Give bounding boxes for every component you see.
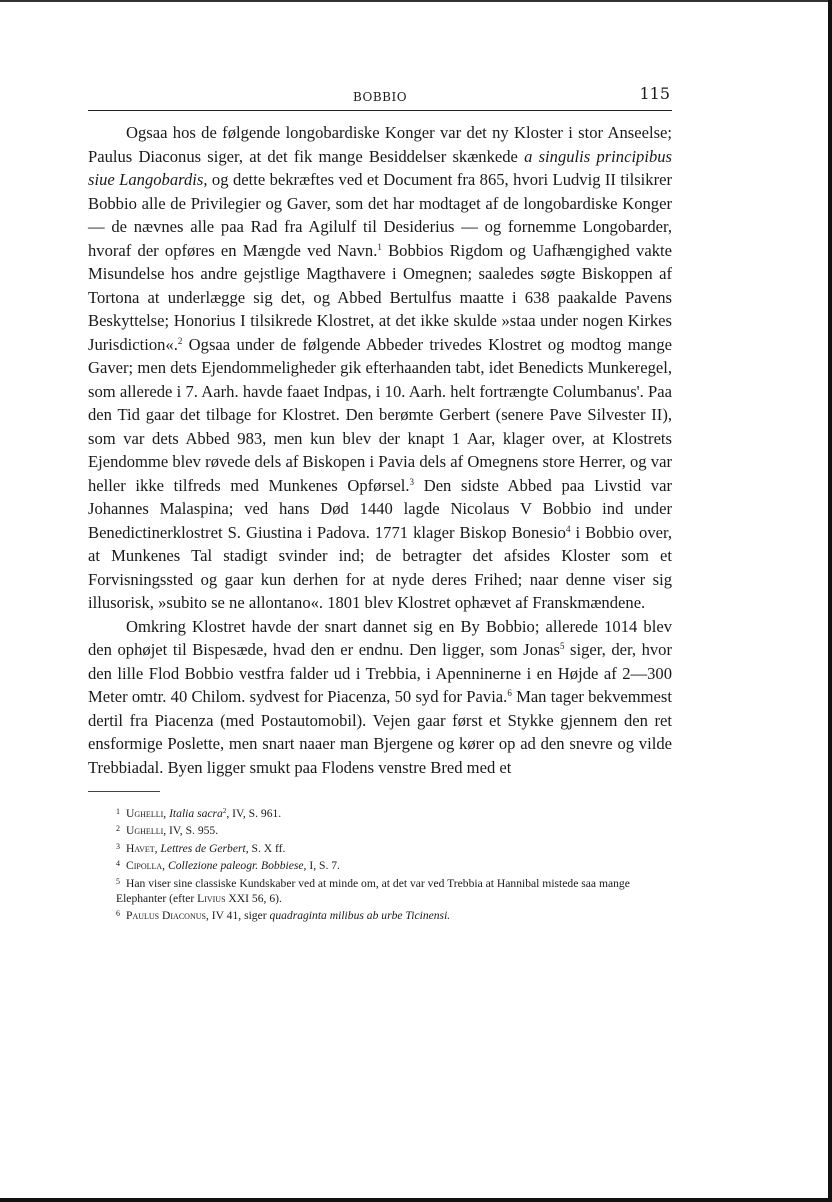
italic-text: Collezione paleogr. Bobbiese,: [167, 859, 307, 873]
scan-edge-top: [0, 0, 832, 2]
text-run: IV 41, siger: [208, 909, 270, 923]
footnote: [88, 821, 672, 838]
scan-edge-right: [828, 0, 832, 1202]
text-run: siger, der, hvor den lille Flod Bobbio vestfra falder ud i Trebbia, i Apenninerne i en Højde af 2—300 Meter omtr. 40 Chilom. sydvest for Piacenza, 50 syd for Pavia.: [88, 640, 672, 706]
text-run: Ogsaa under de følgende Abbeder trivedes Klostret og modtog mange Gaver; men dets Ejendommeligheder gik efterhaanden tabt, idet Benedicts Munkeregel, som allerede i 7. Aarh. havde faaet Indpas, i 10. Aarh. helt fortrængte Columbanus'. Paa den Tid gaar det tilbage for Klostret. Den berømte Gerbert (senere Pave Silvester II), som var dets Abbed 983, men kun blev der knapt 1 Aar, klager over, at Klostrets Ejendomme blev røvede dels af Biskopen i Pavia dels af Omegnens store Herrer, og var heller ikke tilfreds med Munkenes Opførsel.: [88, 334, 672, 495]
footnote-mark: 6: [116, 909, 120, 919]
footnote-ref: 4: [565, 523, 571, 534]
text-run: I, S. 7.: [306, 859, 340, 873]
text-run: Man tager bekvemmest dertil fra Piacenza (med Postautomobil). Vejen gaar først et Stykke gjennem den ret ensformige Poslette, men snart naaer man Bjergene og kører op ad den snevre og vilde Trebbiadal. Byen ligger smukt paa Flodens venstre Bred med et: [88, 687, 672, 777]
text-run: Den sidste Abbed paa Livstid var Johannes Malaspina; ved hans Død 1440 lagde Nicolaus V Bobbio ind under Benedictinerklostret S. Giustina i Padova. 1771 klager Biskop Bonesio: [88, 475, 672, 542]
text-run: IV, S. 955.: [166, 824, 219, 838]
book-page: [88, 84, 672, 924]
body-text: [88, 121, 672, 779]
author-name: Havet,: [126, 841, 158, 855]
text-run: Bobbios Rigdom og Uafhængighed vakte Misundelse hos andre gejstlige Magthavere i Omegnen; saaledes søgte Biskoppen af Tortona at underlægge sig det, og Abbed Bertulfus maatte i 638 paakalde Pavens Beskyttelse; Honorius I tilsikrede Klostret, at det ikke skulde »staa under nogen Kirkes Jurisdiction«.: [88, 240, 672, 354]
edition-mark: 2: [222, 807, 227, 815]
text-run: Han viser sine classiske Kundskaber ved at minde om, at det var ved Trebbia at Hannibal mistede saa mange Elephanter (efter: [116, 876, 630, 906]
author-name: Livius: [197, 892, 226, 906]
italic-text: a singulis principibus siue Langobardis,: [88, 146, 673, 189]
footnote: [88, 804, 672, 821]
footnote: [88, 839, 672, 856]
author-name: Paulus Diaconus,: [126, 909, 209, 923]
author-name: Cipolla,: [126, 859, 166, 873]
footnote-ref: 5: [560, 641, 565, 651]
footnote-mark: 4: [116, 859, 120, 869]
footnote-ref: 2: [177, 335, 183, 346]
footnotes: [88, 804, 672, 924]
text-run: S. X ff.: [248, 841, 286, 855]
footnote-mark: 3: [116, 841, 120, 851]
footnote-mark: 2: [116, 824, 120, 834]
footnote: [88, 874, 672, 907]
footnote-ref: 6: [507, 688, 512, 698]
footnote: [88, 906, 672, 923]
italic-text: Lettres de Gerbert,: [160, 841, 249, 855]
footnote: [88, 856, 672, 873]
text-run: Omkring Klostret havde der snart dannet sig en By Bobbio; allerede 1014 blev den ophøjet til Bispesæde, hvad den er endnu. Den ligger, som Jonas: [88, 616, 672, 659]
text-run: og dette bekræftes ved et Document fra 865, hvori Ludvig II tilsikrer Bobbio alle de Privilegier og Gaver, som det har modtaget af de longobardiske Konger — de nævnes alle paa Rad fra Agilulf til Desiderius — og fornemme Longobarder, hvoraf der opføres en Mængde ved Navn.: [88, 170, 672, 260]
paragraph: [88, 121, 672, 615]
text-run: i Bobbio over, at Munkenes Tal stadigt svinder ind; de betragter det afsides Kloster som et Forvisningssted og gaar kun derhen for at nyde deres Frihed; naar denne viser sig illusorisk, »subito se ne allontano«. 1801 blev Klostret ophævet af Franskmændene.: [88, 522, 672, 612]
italic-text: Italia sacra: [169, 807, 223, 820]
page-header: [88, 84, 672, 111]
page-number: 115: [639, 84, 670, 103]
author-name: Ughelli,: [126, 824, 167, 838]
footnote-mark: 1: [116, 807, 120, 816]
scan-edge-bottom: [0, 1198, 832, 1202]
italic-text: quadraginta milibus ab urbe Ticinensi.: [269, 909, 451, 923]
running-title: BOBBIO: [352, 90, 408, 104]
footnote-ref: 3: [409, 476, 415, 487]
author-name: Ughelli,: [126, 807, 167, 820]
footnote-mark: 5: [116, 876, 120, 886]
text-run: , IV, S. 961.: [226, 807, 282, 820]
footnote-rule: [88, 791, 160, 792]
text-run: XXI 56, 6).: [225, 892, 282, 906]
paragraph: [88, 615, 672, 780]
text-run: Ogsaa hos de følgende longobardiske Konger var det ny Kloster i stor Anseelse; Paulus Diaconus siger, at det fik mange Besiddelser skænkede: [88, 123, 672, 166]
footnote-ref: 1: [377, 241, 382, 252]
